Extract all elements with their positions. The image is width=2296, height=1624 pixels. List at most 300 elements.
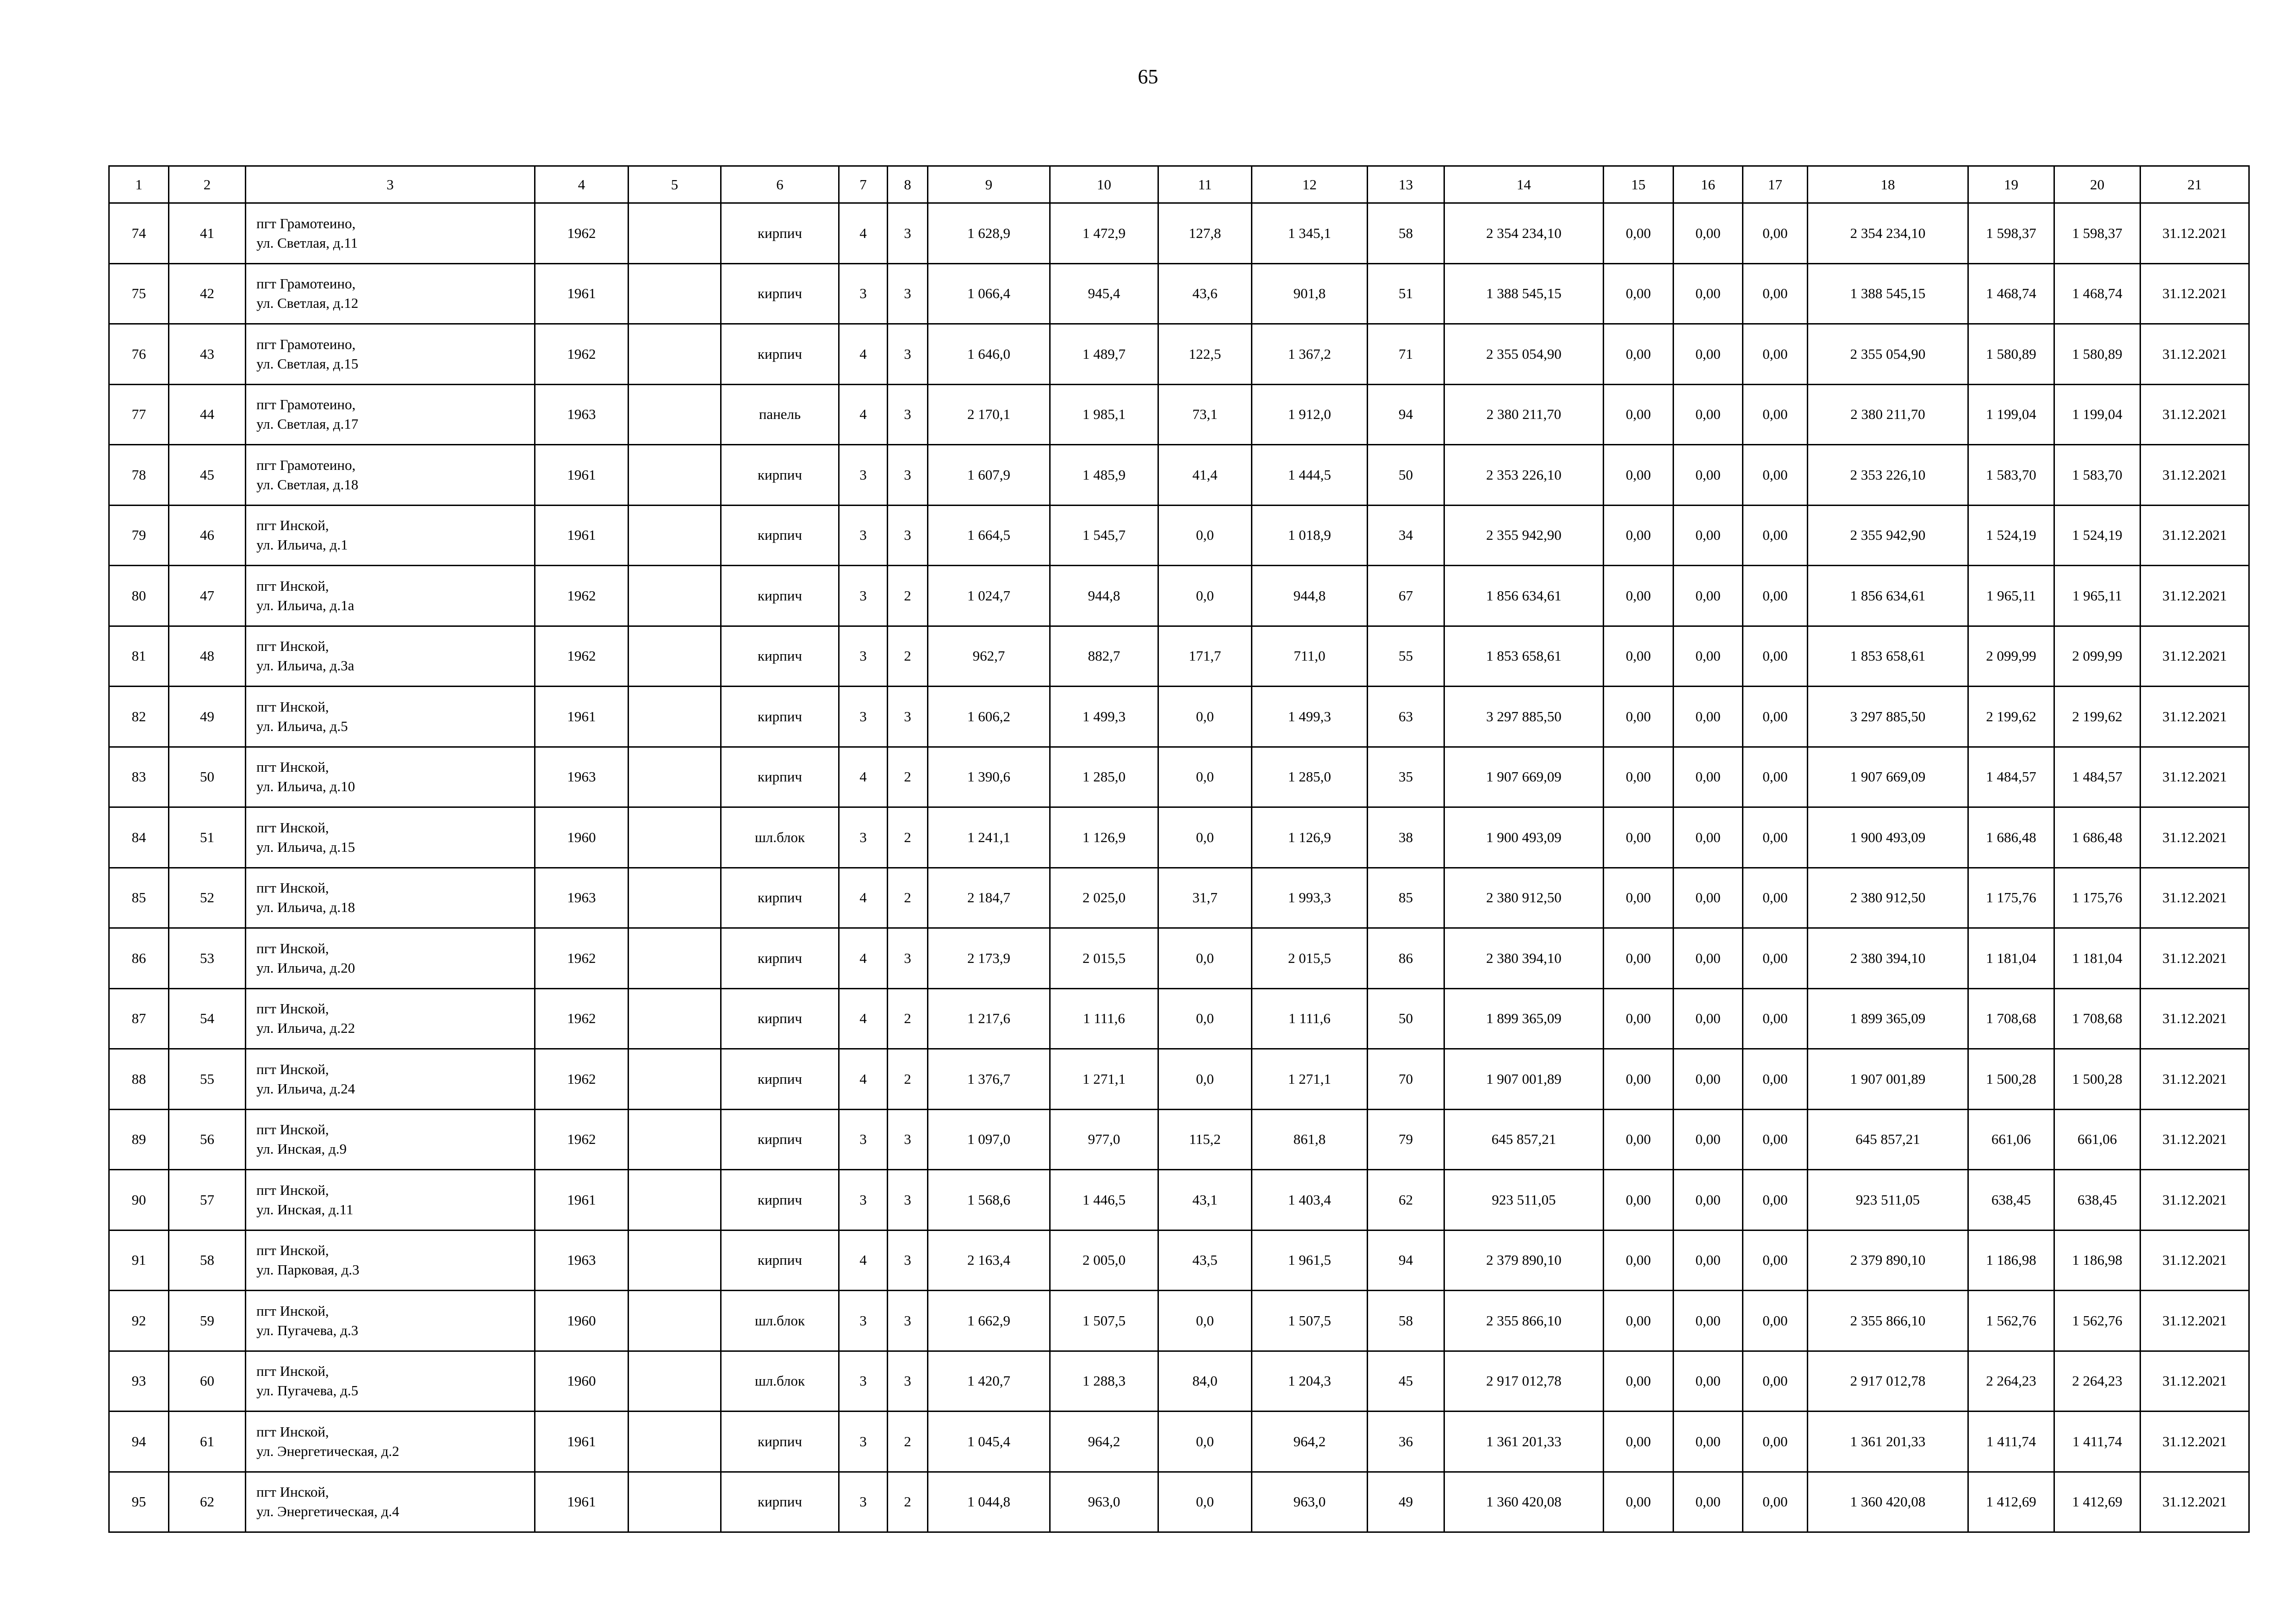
cell-mat: кирпич — [721, 747, 839, 807]
cell-date: 31.12.2021 — [2140, 868, 2249, 928]
cell-a12: 2 015,5 — [1252, 928, 1368, 989]
cell-ent: 3 — [888, 1230, 928, 1291]
cell-c16: 0,00 — [1674, 747, 1743, 807]
cell-k: 48 — [169, 626, 246, 687]
cell-c5 — [628, 566, 721, 626]
table-header — [109, 166, 2249, 203]
cell-c20: 638,45 — [2054, 1170, 2140, 1230]
cell-c16: 0,00 — [1674, 626, 1743, 687]
cell-c16: 0,00 — [1674, 868, 1743, 928]
cell-ent: 3 — [888, 928, 928, 989]
cell-a10: 1 985,1 — [1050, 384, 1158, 445]
cell-c13: 38 — [1368, 807, 1444, 868]
cell-a10: 2 005,0 — [1050, 1230, 1158, 1291]
address-street: ул. Ильича, д.20 — [256, 959, 355, 976]
cell-a12: 1 961,5 — [1252, 1230, 1368, 1291]
cell-year: 1962 — [535, 324, 628, 385]
cell-ent: 2 — [888, 807, 928, 868]
cell-k: 62 — [169, 1472, 246, 1532]
cell-c17: 0,00 — [1743, 807, 1808, 868]
cell-c15: 0,00 — [1604, 747, 1674, 807]
address-street: ул. Парковая, д.3 — [256, 1262, 360, 1278]
cell-c17: 0,00 — [1743, 1351, 1808, 1412]
cell-c18: 2 379 890,10 — [1808, 1230, 1968, 1291]
cell-c14: 1 900 493,09 — [1444, 807, 1604, 868]
cell-c19: 1 186,98 — [1968, 1230, 2054, 1291]
cell-n: 88 — [109, 1049, 169, 1110]
cell-a12: 1 111,6 — [1252, 988, 1368, 1049]
address-street: ул. Ильича, д.15 — [256, 838, 355, 855]
cell-c18: 2 355 866,10 — [1808, 1291, 1968, 1351]
cell-c17: 0,00 — [1743, 263, 1808, 324]
cell-c19: 661,06 — [1968, 1109, 2054, 1170]
cell-n: 84 — [109, 807, 169, 868]
cell-a11: 0,0 — [1158, 505, 1252, 566]
cell-date: 31.12.2021 — [2140, 445, 2249, 506]
cell-year: 1961 — [535, 687, 628, 747]
cell-c20: 2 264,23 — [2054, 1351, 2140, 1412]
address-street: ул. Ильича, д.3а — [256, 657, 355, 674]
address-street: ул. Инская, д.9 — [256, 1141, 347, 1157]
cell-c20: 2 099,99 — [2054, 626, 2140, 687]
cell-c18: 2 380 211,70 — [1808, 384, 1968, 445]
cell-floors: 3 — [839, 1351, 888, 1412]
cell-k: 58 — [169, 1230, 246, 1291]
cell-a12: 1 912,0 — [1252, 384, 1368, 445]
address-street: ул. Энергетическая, д.4 — [256, 1503, 399, 1520]
column-header: 6 — [721, 166, 839, 203]
cell-c17: 0,00 — [1743, 1109, 1808, 1170]
cell-year: 1961 — [535, 445, 628, 506]
cell-c14: 1 899 365,09 — [1444, 988, 1604, 1049]
cell-c5 — [628, 1291, 721, 1351]
column-header: 7 — [839, 166, 888, 203]
cell-a9: 1 066,4 — [928, 263, 1050, 324]
cell-c13: 62 — [1368, 1170, 1444, 1230]
cell-c5 — [628, 747, 721, 807]
cell-ent: 3 — [888, 1170, 928, 1230]
cell-floors: 3 — [839, 687, 888, 747]
cell-year: 1963 — [535, 747, 628, 807]
cell-a11: 43,5 — [1158, 1230, 1252, 1291]
column-header: 18 — [1808, 166, 1968, 203]
cell-c13: 94 — [1368, 384, 1444, 445]
cell-c17: 0,00 — [1743, 1049, 1808, 1110]
cell-a10: 1 285,0 — [1050, 747, 1158, 807]
table-body — [109, 203, 2249, 1532]
cell-c19: 1 580,89 — [1968, 324, 2054, 385]
cell-date: 31.12.2021 — [2140, 1049, 2249, 1110]
column-header: 19 — [1968, 166, 2054, 203]
cell-k: 49 — [169, 687, 246, 747]
cell-a11: 41,4 — [1158, 445, 1252, 506]
address-cell — [246, 263, 535, 324]
address-cell — [246, 566, 535, 626]
cell-a12: 1 444,5 — [1252, 445, 1368, 506]
cell-date: 31.12.2021 — [2140, 807, 2249, 868]
cell-c20: 1 708,68 — [2054, 988, 2140, 1049]
cell-c5 — [628, 626, 721, 687]
cell-c5 — [628, 988, 721, 1049]
cell-c16: 0,00 — [1674, 1412, 1743, 1472]
cell-a11: 31,7 — [1158, 868, 1252, 928]
address-street: ул. Энергетическая, д.2 — [256, 1443, 399, 1459]
address-settlement: пгт Инской, — [256, 1181, 329, 1198]
cell-n: 78 — [109, 445, 169, 506]
cell-c16: 0,00 — [1674, 1230, 1743, 1291]
cell-c13: 36 — [1368, 1412, 1444, 1472]
address-settlement: пгт Инской, — [256, 698, 329, 715]
cell-ent: 2 — [888, 1412, 928, 1472]
address-street: ул. Ильича, д.10 — [256, 778, 355, 795]
cell-ent: 3 — [888, 1351, 928, 1412]
cell-c19: 1 583,70 — [1968, 445, 2054, 506]
cell-c19: 1 500,28 — [1968, 1049, 2054, 1110]
cell-n: 79 — [109, 505, 169, 566]
cell-a10: 1 288,3 — [1050, 1351, 1158, 1412]
cell-a12: 711,0 — [1252, 626, 1368, 687]
table-row — [109, 1049, 2249, 1110]
cell-c19: 1 412,69 — [1968, 1472, 2054, 1532]
cell-c13: 35 — [1368, 747, 1444, 807]
cell-c15: 0,00 — [1604, 566, 1674, 626]
cell-c20: 2 199,62 — [2054, 687, 2140, 747]
cell-a9: 1 420,7 — [928, 1351, 1050, 1412]
cell-a9: 2 184,7 — [928, 868, 1050, 928]
cell-c18: 1 388 545,15 — [1808, 263, 1968, 324]
cell-a9: 1 568,6 — [928, 1170, 1050, 1230]
cell-c5 — [628, 687, 721, 747]
cell-c15: 0,00 — [1604, 868, 1674, 928]
cell-a10: 945,4 — [1050, 263, 1158, 324]
address-street: ул. Инская, д.11 — [256, 1201, 354, 1218]
cell-k: 52 — [169, 868, 246, 928]
cell-c20: 1 583,70 — [2054, 445, 2140, 506]
cell-a10: 1 507,5 — [1050, 1291, 1158, 1351]
cell-a9: 1 044,8 — [928, 1472, 1050, 1532]
cell-c18: 1 360 420,08 — [1808, 1472, 1968, 1532]
address-settlement: пгт Инской, — [256, 940, 329, 956]
cell-c5 — [628, 928, 721, 989]
cell-a12: 901,8 — [1252, 263, 1368, 324]
address-settlement: пгт Инской, — [256, 880, 329, 896]
cell-c20: 1 686,48 — [2054, 807, 2140, 868]
address-settlement: пгт Инской, — [256, 1242, 329, 1259]
cell-k: 61 — [169, 1412, 246, 1472]
cell-c14: 645 857,21 — [1444, 1109, 1604, 1170]
cell-c14: 923 511,05 — [1444, 1170, 1604, 1230]
cell-c14: 1 856 634,61 — [1444, 566, 1604, 626]
table-row — [109, 324, 2249, 385]
cell-c20: 1 181,04 — [2054, 928, 2140, 989]
cell-c17: 0,00 — [1743, 445, 1808, 506]
cell-c5 — [628, 1472, 721, 1532]
cell-c19: 2 264,23 — [1968, 1351, 2054, 1412]
cell-n: 89 — [109, 1109, 169, 1170]
cell-date: 31.12.2021 — [2140, 566, 2249, 626]
cell-floors: 4 — [839, 988, 888, 1049]
address-cell — [246, 928, 535, 989]
cell-c16: 0,00 — [1674, 1049, 1743, 1110]
column-header: 9 — [928, 166, 1050, 203]
table-row — [109, 566, 2249, 626]
cell-a9: 1 097,0 — [928, 1109, 1050, 1170]
cell-c13: 86 — [1368, 928, 1444, 989]
cell-c15: 0,00 — [1604, 626, 1674, 687]
cell-n: 87 — [109, 988, 169, 1049]
table-row — [109, 1230, 2249, 1291]
address-street: ул. Светлая, д.15 — [256, 355, 359, 372]
cell-c16: 0,00 — [1674, 203, 1743, 264]
cell-mat: кирпич — [721, 324, 839, 385]
column-header: 17 — [1743, 166, 1808, 203]
cell-floors: 4 — [839, 928, 888, 989]
cell-floors: 4 — [839, 1230, 888, 1291]
cell-a12: 1 507,5 — [1252, 1291, 1368, 1351]
cell-k: 47 — [169, 566, 246, 626]
cell-year: 1960 — [535, 807, 628, 868]
cell-mat: кирпич — [721, 505, 839, 566]
cell-date: 31.12.2021 — [2140, 1412, 2249, 1472]
column-header: 11 — [1158, 166, 1252, 203]
address-settlement: пгт Инской, — [256, 517, 329, 534]
cell-ent: 2 — [888, 988, 928, 1049]
cell-c17: 0,00 — [1743, 626, 1808, 687]
cell-a11: 84,0 — [1158, 1351, 1252, 1412]
cell-c13: 34 — [1368, 505, 1444, 566]
cell-c14: 2 380 912,50 — [1444, 868, 1604, 928]
cell-year: 1961 — [535, 1472, 628, 1532]
cell-floors: 3 — [839, 445, 888, 506]
address-settlement: пгт Инской, — [256, 1484, 329, 1500]
cell-c13: 55 — [1368, 626, 1444, 687]
cell-c15: 0,00 — [1604, 1170, 1674, 1230]
address-settlement: пгт Инской, — [256, 1302, 329, 1319]
address-street: ул. Светлая, д.11 — [256, 234, 358, 251]
cell-year: 1961 — [535, 1412, 628, 1472]
cell-a11: 0,0 — [1158, 1049, 1252, 1110]
cell-k: 43 — [169, 324, 246, 385]
cell-c15: 0,00 — [1604, 1109, 1674, 1170]
column-header: 1 — [109, 166, 169, 203]
cell-c16: 0,00 — [1674, 1109, 1743, 1170]
cell-floors: 3 — [839, 505, 888, 566]
table-row — [109, 505, 2249, 566]
cell-c5 — [628, 324, 721, 385]
cell-c19: 1 598,37 — [1968, 203, 2054, 264]
cell-n: 90 — [109, 1170, 169, 1230]
cell-c13: 67 — [1368, 566, 1444, 626]
cell-c18: 1 361 201,33 — [1808, 1412, 1968, 1472]
cell-c5 — [628, 807, 721, 868]
cell-ent: 2 — [888, 868, 928, 928]
cell-a9: 1 024,7 — [928, 566, 1050, 626]
cell-a10: 1 271,1 — [1050, 1049, 1158, 1110]
cell-floors: 3 — [839, 1291, 888, 1351]
cell-c20: 1 500,28 — [2054, 1049, 2140, 1110]
address-street: ул. Светлая, д.17 — [256, 416, 359, 432]
cell-c13: 50 — [1368, 988, 1444, 1049]
cell-year: 1962 — [535, 566, 628, 626]
cell-date: 31.12.2021 — [2140, 263, 2249, 324]
cell-floors: 3 — [839, 263, 888, 324]
cell-a11: 0,0 — [1158, 928, 1252, 989]
cell-floors: 3 — [839, 1109, 888, 1170]
cell-n: 76 — [109, 324, 169, 385]
cell-mat: кирпич — [721, 687, 839, 747]
cell-k: 53 — [169, 928, 246, 989]
cell-date: 31.12.2021 — [2140, 626, 2249, 687]
column-header: 3 — [246, 166, 535, 203]
cell-c13: 58 — [1368, 1291, 1444, 1351]
address-cell — [246, 324, 535, 385]
cell-a9: 2 173,9 — [928, 928, 1050, 989]
cell-n: 80 — [109, 566, 169, 626]
cell-c15: 0,00 — [1604, 263, 1674, 324]
cell-c16: 0,00 — [1674, 324, 1743, 385]
cell-c19: 1 199,04 — [1968, 384, 2054, 445]
cell-c20: 1 580,89 — [2054, 324, 2140, 385]
cell-c19: 1 965,11 — [1968, 566, 2054, 626]
cell-year: 1962 — [535, 1109, 628, 1170]
cell-c15: 0,00 — [1604, 1291, 1674, 1351]
cell-c5 — [628, 384, 721, 445]
cell-a12: 1 018,9 — [1252, 505, 1368, 566]
column-header: 21 — [2140, 166, 2249, 203]
cell-a11: 122,5 — [1158, 324, 1252, 385]
address-street: ул. Светлая, д.18 — [256, 476, 359, 493]
cell-a10: 1 472,9 — [1050, 203, 1158, 264]
cell-a10: 1 111,6 — [1050, 988, 1158, 1049]
cell-c18: 2 353 226,10 — [1808, 445, 1968, 506]
address-cell — [246, 1291, 535, 1351]
column-header: 15 — [1604, 166, 1674, 203]
cell-date: 31.12.2021 — [2140, 1109, 2249, 1170]
cell-k: 44 — [169, 384, 246, 445]
cell-mat: кирпич — [721, 988, 839, 1049]
cell-c5 — [628, 1412, 721, 1472]
address-cell — [246, 1412, 535, 1472]
cell-k: 59 — [169, 1291, 246, 1351]
cell-c14: 1 907 669,09 — [1444, 747, 1604, 807]
address-cell — [246, 1049, 535, 1110]
cell-a9: 2 163,4 — [928, 1230, 1050, 1291]
cell-c5 — [628, 1230, 721, 1291]
cell-floors: 4 — [839, 203, 888, 264]
cell-c5 — [628, 203, 721, 264]
cell-n: 95 — [109, 1472, 169, 1532]
cell-date: 31.12.2021 — [2140, 687, 2249, 747]
cell-ent: 3 — [888, 505, 928, 566]
cell-c13: 58 — [1368, 203, 1444, 264]
cell-a11: 0,0 — [1158, 1291, 1252, 1351]
column-header: 5 — [628, 166, 721, 203]
cell-c17: 0,00 — [1743, 1291, 1808, 1351]
cell-a12: 944,8 — [1252, 566, 1368, 626]
cell-c18: 1 856 634,61 — [1808, 566, 1968, 626]
cell-c18: 2 380 912,50 — [1808, 868, 1968, 928]
cell-floors: 3 — [839, 1412, 888, 1472]
cell-c18: 923 511,05 — [1808, 1170, 1968, 1230]
cell-mat: кирпич — [721, 263, 839, 324]
cell-c5 — [628, 505, 721, 566]
cell-a11: 171,7 — [1158, 626, 1252, 687]
cell-a11: 0,0 — [1158, 1412, 1252, 1472]
cell-c18: 1 899 365,09 — [1808, 988, 1968, 1049]
cell-c17: 0,00 — [1743, 384, 1808, 445]
cell-c13: 49 — [1368, 1472, 1444, 1532]
cell-c20: 1 412,69 — [2054, 1472, 2140, 1532]
cell-date: 31.12.2021 — [2140, 988, 2249, 1049]
column-header: 10 — [1050, 166, 1158, 203]
cell-c20: 1 524,19 — [2054, 505, 2140, 566]
address-settlement: пгт Грамотеино, — [256, 336, 356, 352]
cell-a11: 0,0 — [1158, 1472, 1252, 1532]
address-settlement: пгт Инской, — [256, 759, 329, 775]
cell-c13: 79 — [1368, 1109, 1444, 1170]
cell-c17: 0,00 — [1743, 505, 1808, 566]
cell-floors: 4 — [839, 868, 888, 928]
cell-year: 1962 — [535, 626, 628, 687]
cell-mat: кирпич — [721, 1472, 839, 1532]
cell-a9: 1 217,6 — [928, 988, 1050, 1049]
cell-year: 1963 — [535, 1230, 628, 1291]
cell-c20: 1 186,98 — [2054, 1230, 2140, 1291]
cell-a12: 1 271,1 — [1252, 1049, 1368, 1110]
cell-c18: 2 917 012,78 — [1808, 1351, 1968, 1412]
cell-floors: 4 — [839, 1049, 888, 1110]
cell-c17: 0,00 — [1743, 988, 1808, 1049]
cell-c5 — [628, 1049, 721, 1110]
cell-a12: 1 204,3 — [1252, 1351, 1368, 1412]
cell-c19: 2 199,62 — [1968, 687, 2054, 747]
cell-year: 1963 — [535, 384, 628, 445]
address-cell — [246, 1109, 535, 1170]
cell-a10: 882,7 — [1050, 626, 1158, 687]
cell-a11: 0,0 — [1158, 566, 1252, 626]
cell-c19: 1 411,74 — [1968, 1412, 2054, 1472]
cell-c19: 638,45 — [1968, 1170, 2054, 1230]
column-header: 2 — [169, 166, 246, 203]
address-cell — [246, 384, 535, 445]
table-row — [109, 626, 2249, 687]
cell-a12: 1 285,0 — [1252, 747, 1368, 807]
cell-c17: 0,00 — [1743, 928, 1808, 989]
cell-c18: 1 907 669,09 — [1808, 747, 1968, 807]
cell-floors: 4 — [839, 747, 888, 807]
cell-mat: кирпич — [721, 928, 839, 989]
cell-c14: 2 380 211,70 — [1444, 384, 1604, 445]
cell-a11: 0,0 — [1158, 687, 1252, 747]
cell-a10: 1 446,5 — [1050, 1170, 1158, 1230]
cell-c14: 1 853 658,61 — [1444, 626, 1604, 687]
cell-floors: 4 — [839, 384, 888, 445]
cell-a9: 1 045,4 — [928, 1412, 1050, 1472]
cell-mat: шл.блок — [721, 1291, 839, 1351]
cell-a11: 0,0 — [1158, 807, 1252, 868]
cell-c5 — [628, 868, 721, 928]
cell-n: 75 — [109, 263, 169, 324]
table-row — [109, 1472, 2249, 1532]
cell-a12: 1 499,3 — [1252, 687, 1368, 747]
cell-a9: 1 241,1 — [928, 807, 1050, 868]
cell-mat: кирпич — [721, 566, 839, 626]
cell-n: 82 — [109, 687, 169, 747]
cell-c16: 0,00 — [1674, 505, 1743, 566]
cell-c18: 2 380 394,10 — [1808, 928, 1968, 989]
cell-c14: 2 355 866,10 — [1444, 1291, 1604, 1351]
cell-c20: 1 411,74 — [2054, 1412, 2140, 1472]
